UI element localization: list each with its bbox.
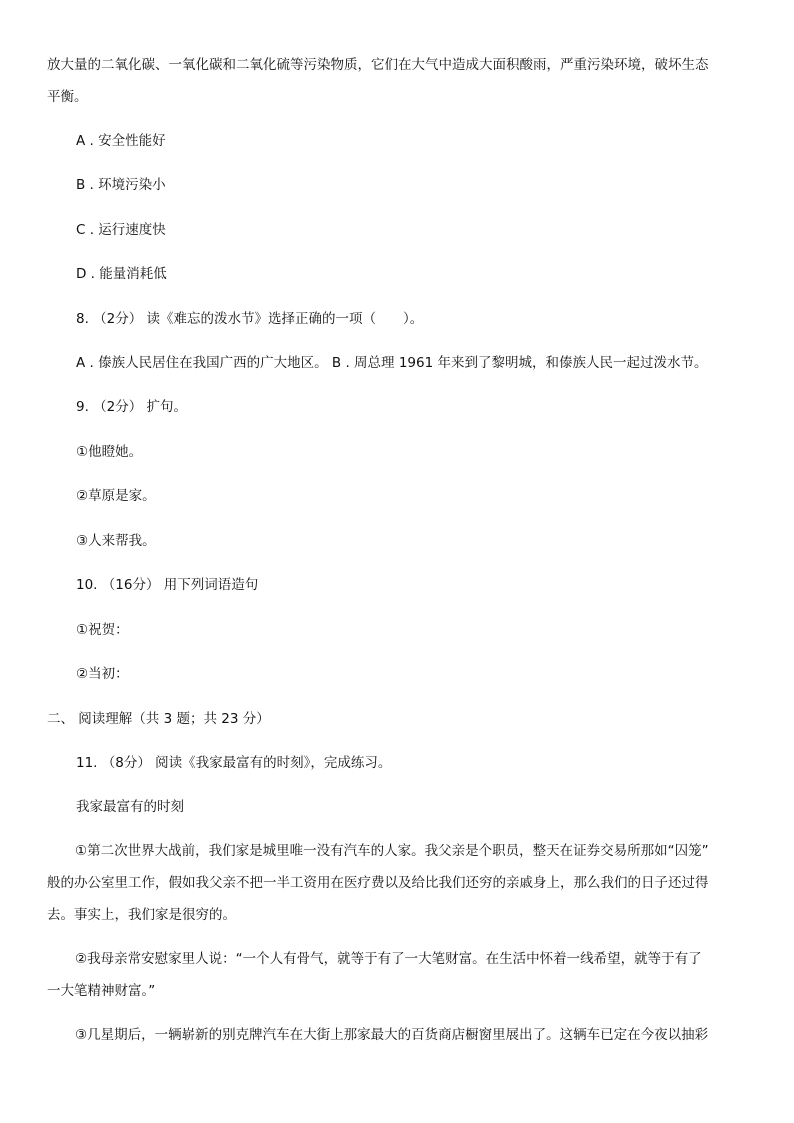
q11-stem: 11. （8分） 阅读《我家最富有的时刻》，完成练习。 <box>76 755 392 771</box>
passage-p2-line-1: ②我母亲常安慰家里人说：“一个人有骨气，就等于有了一大笔财富。在生活中怀着一线希望，就等于有了 <box>75 951 702 967</box>
q7-option-b: B . 环境污染小 <box>76 177 166 193</box>
passage-title: 我家最富有的时刻 <box>76 799 184 815</box>
q9-item-1: ①他瞪她。 <box>76 444 143 460</box>
passage-p3-line-1: ③几星期后，一辆崭新的别克牌汽车在大街上那家最大的百货商店橱窗里展出了。这辆车已定在今夜以抽彩 <box>75 1027 709 1043</box>
q10-stem: 10. （16分） 用下列词语造句 <box>76 577 259 593</box>
section-heading: 二、 阅读理解（共 3 题；共 23 分） <box>47 711 270 727</box>
q9-stem: 9. （2分） 扩句。 <box>76 399 188 415</box>
intro-line-2: 平衡。 <box>47 89 88 105</box>
q7-option-d: D . 能量消耗低 <box>76 266 167 282</box>
passage-p1-line-1: ①第二次世界大战前，我们家是城里唯一没有汽车的人家。我父亲是个职员，整天在证券交易所那如“囚笼” <box>75 843 709 859</box>
q10-item-1: ①祝贺： <box>76 622 129 638</box>
q7-option-a: A . 安全性能好 <box>76 133 166 149</box>
q9-item-3: ③人来帮我。 <box>76 533 156 549</box>
passage-p2-line-2: 一大笔精神财富。” <box>47 983 156 999</box>
q8-stem: 8. （2分） 读《难忘的泼水节》选择正确的一项（ ）。 <box>76 311 424 327</box>
passage-p1-line-2: 般的办公室里工作，假如我父亲不把一半工资用在医疗费以及给比我们还穷的亲戚身上，那么我们的日子还过得 <box>47 875 709 891</box>
intro-line-1: 放大量的二氧化碳、一氧化碳和二氧化硫等污染物质，它们在大气中造成大面积酸雨，严重污染环境，破坏生态 <box>47 57 709 73</box>
q9-item-2: ②草原是家。 <box>76 488 156 504</box>
q7-option-c: C . 运行速度快 <box>76 222 166 238</box>
passage-p1-line-3: 去。事实上，我们家是很穷的。 <box>47 907 236 923</box>
q10-item-2: ②当初： <box>76 666 129 682</box>
q8-options: A . 傣族人民居住在我国广西的广大地区。 B . 周总理 1961 年来到了黎明城，和傣族人民一起过泼水节。 <box>76 355 708 371</box>
